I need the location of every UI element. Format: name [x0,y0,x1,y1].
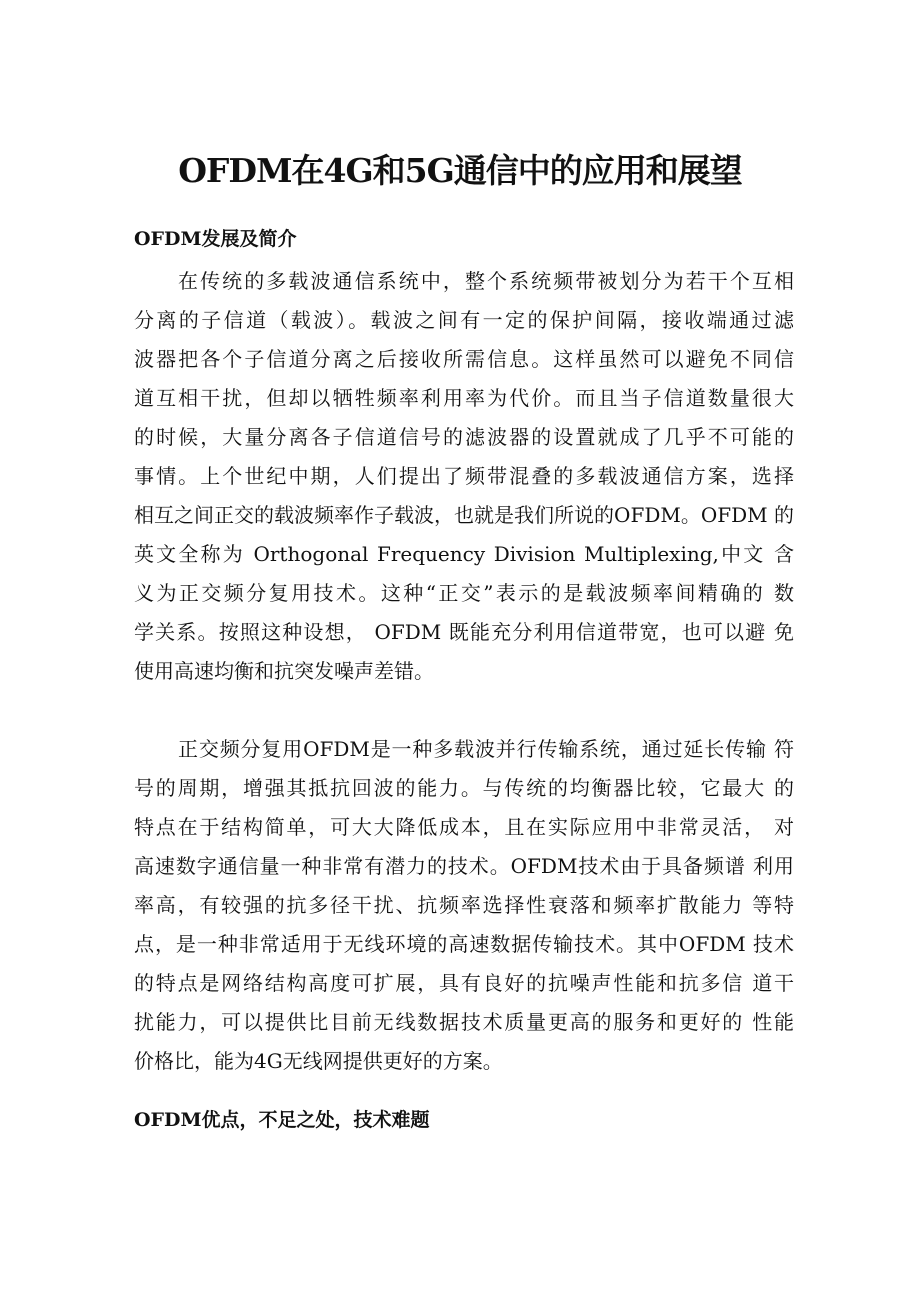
section-heading-ofdm-pros-cons: OFDM优点，不足之处，技术难题 [134,1109,430,1131]
text-line: 价格比，能为4G无线网提供更好的方案。 [134,1049,503,1073]
text-line: 的特点是网络结构高度可扩展，具有良好的抗噪声性能和抗多信 道干 [134,971,794,995]
document-title: OFDM在4G和5G通信中的应用和展望 [178,151,742,190]
text-line: 号的周期，增强其抵抗回波的能力。与传统的均衡器比较，它最大 的 [134,776,794,800]
text-line: 学关系。按照这种设想， OFDM 既能充分利用信道带宽，也可以避 免 [134,620,794,644]
text-line: 分离的子信道（载波）。载波之间有一定的保护间隔，接收端通过滤 [134,308,794,332]
paragraph-ofdm-characteristics [134,730,794,1081]
text-line: 使用高速均衡和抗突发噪声差错。 [134,659,434,683]
text-line: 事情。上个世纪中期，人们提出了频带混叠的多载波通信方案，选择 [134,464,794,488]
text-line: 的时候，大量分离各子信道信号的滤波器的设置就成了几乎不可能的 [134,425,794,449]
text-line: 特点在于结构简单，可大大降低成本，且在实际应用中非常灵活， 对 [134,815,794,839]
text-line: 点，是一种非常适用于无线环境的高速数据传输技术。其中OFDM 技术 [134,932,794,956]
text-line: 义为正交频分复用技术。这种“正交”表示的是载波频率间精确的 数 [134,581,794,605]
text-line: 正交频分复用OFDM是一种多载波并行传输系统，通过延长传输 符 [178,737,794,761]
text-line: 率高，有较强的抗多径干扰、抗频率选择性衰落和频率扩散能力 等特 [134,893,794,917]
paragraph-multicarrier-intro [134,262,794,691]
text-line: 扰能力，可以提供比目前无线数据技术质量更高的服务和更好的 性能 [134,1010,794,1034]
text-line: 道互相干扰，但却以牺牲频率利用率为代价。而且当子信道数量很大 [134,386,794,410]
text-line: 波器把各个子信道分离之后接收所需信息。这样虽然可以避免不同信 [134,347,794,371]
text-line: 在传统的多载波通信系统中，整个系统频带被划分为若干个互相 [178,269,794,293]
text-line: 英文全称为 Orthogonal Frequency Division Multiplexing,中文 含 [134,542,794,566]
section-heading-ofdm-intro: OFDM发展及简介 [134,228,297,250]
text-line: 相互之间正交的载波频率作子载波，也就是我们所说的OFDM。OFDM 的 [134,503,794,527]
text-line: 高速数字通信量一种非常有潜力的技术。OFDM技术由于具备频谱 利用 [134,854,794,878]
